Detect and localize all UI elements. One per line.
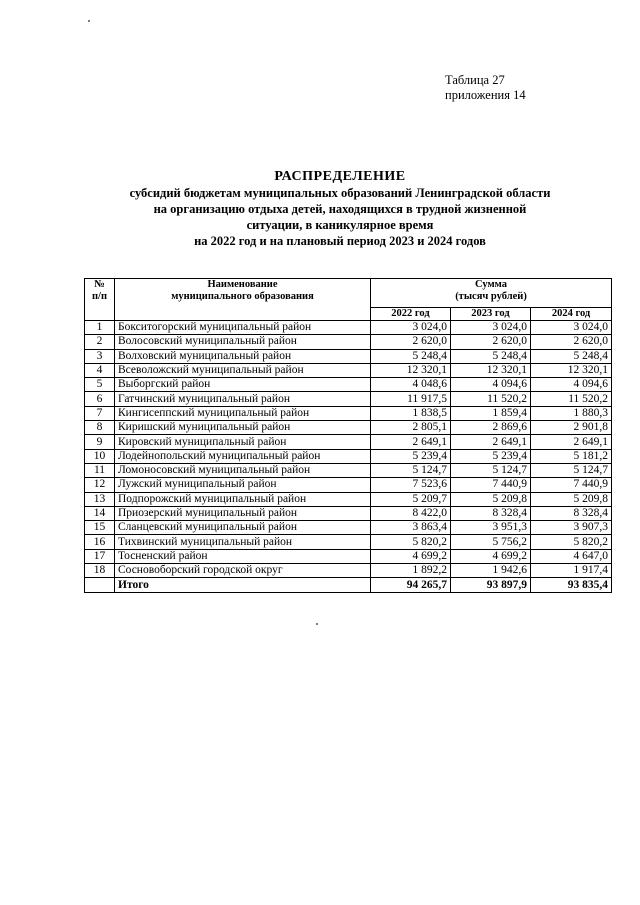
amount-2024: 3 907,3 [531,521,612,535]
amount-2022: 2 649,1 [371,435,451,449]
table-row [85,378,612,392]
amount-2022: 2 620,0 [371,335,451,349]
row-number: 8 [85,421,115,435]
table-row [85,335,612,349]
total-number-cell [85,578,115,593]
row-number: 14 [85,506,115,520]
amount-2022: 5 124,7 [371,463,451,477]
row-number: 7 [85,406,115,420]
amount-2023: 5 209,8 [451,492,531,506]
amount-2022: 4 048,6 [371,378,451,392]
row-number: 18 [85,564,115,578]
municipality-name: Кировский муниципальный район [115,435,371,449]
header-year-2022: 2022 год [371,308,451,321]
amount-2024: 4 647,0 [531,549,612,563]
distribution-table [84,278,612,593]
amount-2024: 2 901,8 [531,421,612,435]
municipality-name: Тосненский район [115,549,371,563]
amount-2022: 8 422,0 [371,506,451,520]
header-number-abbr: п/п [91,291,108,302]
amount-2023: 5 248,4 [451,349,531,363]
table-row [85,535,612,549]
municipality-name: Выборгский район [115,378,371,392]
amount-2024: 4 094,6 [531,378,612,392]
total-2024: 93 835,4 [531,578,612,593]
municipality-name: Волосовский муниципальный район [115,335,371,349]
header-name [115,279,371,321]
amount-2023: 5 756,2 [451,535,531,549]
amount-2023: 8 328,4 [451,506,531,520]
amount-2024: 5 124,7 [531,463,612,477]
amount-2023: 2 649,1 [451,435,531,449]
table-row [85,478,612,492]
row-number: 5 [85,378,115,392]
header-sum-line1: Сумма [475,279,507,290]
title-line-1: субсидий бюджетам муниципальных образований Ленинградской области [129,186,551,200]
amount-2022: 7 523,6 [371,478,451,492]
row-number: 16 [85,535,115,549]
amount-2023: 11 520,2 [451,392,531,406]
amount-2024: 2 620,0 [531,335,612,349]
total-2023: 93 897,9 [451,578,531,593]
row-number: 11 [85,463,115,477]
title-main: РАСПРЕДЕЛЕНИЕ [274,169,406,184]
table-row [85,421,612,435]
table-row [85,406,612,420]
municipality-name: Подпорожский муниципальный район [115,492,371,506]
amount-2022: 5 248,4 [371,349,451,363]
table-row [85,449,612,463]
scan-speck [316,623,318,625]
amount-2023: 5 124,7 [451,463,531,477]
amount-2023: 12 320,1 [451,363,531,377]
header-year-2023: 2023 год [451,308,531,321]
scan-speck [88,20,90,22]
municipality-name: Волховский муниципальный район [115,349,371,363]
amount-2024: 5 820,2 [531,535,612,549]
amount-2022: 3 863,4 [371,521,451,535]
title-line-2: на организацию отдыха детей, находящихся в трудной жизненной [153,202,527,216]
amount-2022: 3 024,0 [371,321,451,335]
row-number: 2 [85,335,115,349]
amount-2023: 4 094,6 [451,378,531,392]
municipality-name: Приозерский муниципальный район [115,506,371,520]
appendix-reference [445,73,526,103]
amount-2023: 2 869,6 [451,421,531,435]
row-number: 12 [85,478,115,492]
header-number-symbol: № [94,279,105,290]
amount-2023: 5 239,4 [451,449,531,463]
amount-2024: 11 520,2 [531,392,612,406]
header-sum-line2: (тысяч рублей) [455,291,527,302]
header-year-2024: 2024 год [531,308,612,321]
table-row [85,363,612,377]
row-number: 10 [85,449,115,463]
table-row [85,549,612,563]
row-number: 1 [85,321,115,335]
header-sum [371,279,612,308]
municipality-name: Бокситогорский муниципальный район [115,321,371,335]
table-row [85,521,612,535]
header-name-line1: Наименование [207,279,278,290]
amount-2024: 3 024,0 [531,321,612,335]
row-number: 13 [85,492,115,506]
municipality-name: Сланцевский муниципальный район [115,521,371,535]
amount-2024: 1 917,4 [531,564,612,578]
amount-2023: 1 859,4 [451,406,531,420]
amount-2024: 5 248,4 [531,349,612,363]
row-number: 4 [85,363,115,377]
row-number: 3 [85,349,115,363]
appendix-table-number: Таблица 27 [445,73,505,87]
municipality-name: Ломоносовский муниципальный район [115,463,371,477]
amount-2023: 3 951,3 [451,521,531,535]
amount-2022: 5 209,7 [371,492,451,506]
table-row [85,506,612,520]
row-number: 6 [85,392,115,406]
total-row [85,578,612,593]
amount-2022: 2 805,1 [371,421,451,435]
amount-2024: 5 181,2 [531,449,612,463]
table-row [85,392,612,406]
total-label: Итого [115,578,371,593]
amount-2024: 12 320,1 [531,363,612,377]
amount-2022: 5 820,2 [371,535,451,549]
amount-2022: 12 320,1 [371,363,451,377]
amount-2023: 1 942,6 [451,564,531,578]
amount-2024: 7 440,9 [531,478,612,492]
table-row [85,435,612,449]
amount-2024: 8 328,4 [531,506,612,520]
table-row [85,463,612,477]
row-number: 9 [85,435,115,449]
municipality-name: Всеволожский муниципальный район [115,363,371,377]
amount-2023: 4 699,2 [451,549,531,563]
amount-2022: 1 892,2 [371,564,451,578]
amount-2023: 2 620,0 [451,335,531,349]
amount-2022: 11 917,5 [371,392,451,406]
amount-2024: 1 880,3 [531,406,612,420]
table-row [85,492,612,506]
municipality-name: Тихвинский муниципальный район [115,535,371,549]
amount-2024: 5 209,8 [531,492,612,506]
table-row [85,349,612,363]
row-number: 15 [85,521,115,535]
municipality-name: Лодейнопольский муниципальный район [115,449,371,463]
municipality-name: Киришский муниципальный район [115,421,371,435]
table-row [85,321,612,335]
appendix-number: приложения 14 [445,88,526,102]
amount-2023: 7 440,9 [451,478,531,492]
amount-2022: 4 699,2 [371,549,451,563]
municipality-name: Сосновоборский городской округ [115,564,371,578]
municipality-name: Лужский муниципальный район [115,478,371,492]
municipality-name: Гатчинский муниципальный район [115,392,371,406]
title-line-4: на 2022 год и на плановый период 2023 и 2024 годов [194,234,486,248]
title-line-3: ситуации, в каникулярное время [246,218,434,232]
amount-2023: 3 024,0 [451,321,531,335]
amount-2022: 1 838,5 [371,406,451,420]
amount-2024: 2 649,1 [531,435,612,449]
row-number: 17 [85,549,115,563]
municipality-name: Кингисеппский муниципальный район [115,406,371,420]
header-number [85,279,115,321]
document-title [80,168,600,249]
amount-2022: 5 239,4 [371,449,451,463]
table-row [85,564,612,578]
header-name-line2: муниципального образования [171,291,314,302]
total-2022: 94 265,7 [371,578,451,593]
